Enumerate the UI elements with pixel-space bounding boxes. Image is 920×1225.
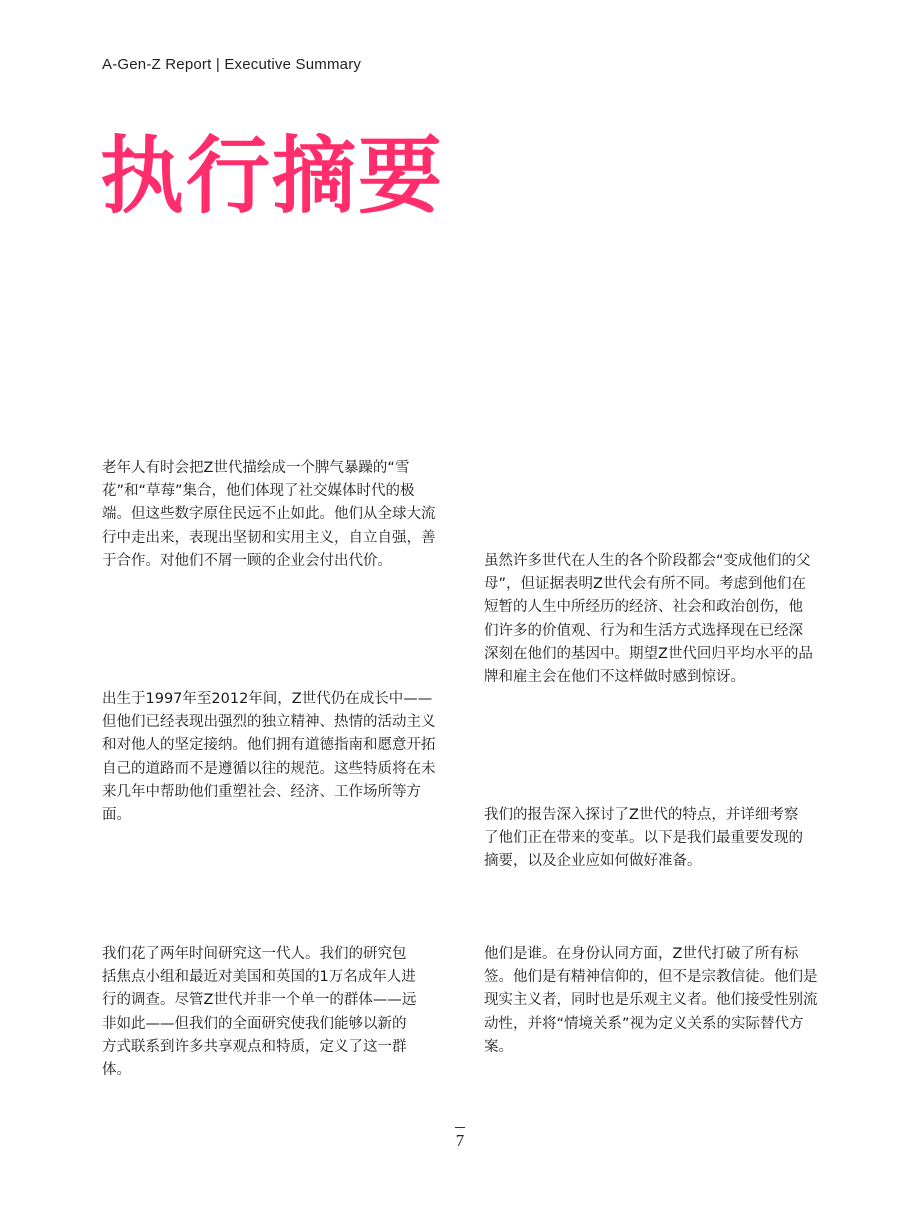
page-number: 7 [455,1131,465,1150]
paragraph-who-they-are: 他们是谁。在身份认同方面，Z世代打破了所有标签。他们是有精神信仰的，但不是宗教信徒。他们是现实主义者，同时也是乐观主义者。他们接受性别流动性，并将“情境关系”视为定义关系的实际替代方案。 [484,946,818,1055]
report-header: A-Gen-Z Report | Executive Summary [102,56,362,73]
page-title: 执行摘要 [100,127,445,225]
paragraph-research: 我们花了两年时间研究这一代人。我们的研究包括焦点小组和最近对美国和英国的1万名成年人进行的调查。尽管Z世代并非一个单一的群体——远非如此——但我们的全面研究使我们能够以新的方式联系到许多共享观点和特质，定义了这一群体。 [102,946,417,1079]
paragraph-intro: 老年人有时会把Z世代描绘成一个脾气暴躁的“雪花”和“草莓”集合，他们体现了社交媒体时代的极端。但这些数字原住民远不止如此。他们从全球大流行中走出来，表现出坚韧和实用主义，自立自强，善于合作。对他们不屑一顾的企业会付出代价。 [102,460,436,569]
paragraph-generations: 虽然许多世代在人生的各个阶段都会“变成他们的父母”，但证据表明Z世代会有所不同。考虑到他们在短暂的人生中所经历的经济、社会和政治创伤，他们许多的价值观、行为和生活方式选择现在已经深深刻在他们的基因中。期望Z世代回归平均水平的品牌和雇主会在他们不这样做时感到惊讶。 [484,553,813,686]
paragraph-report-overview: 我们的报告深入探讨了Z世代的特点，并详细考察了他们正在带来的变革。以下是我们最重要发现的摘要，以及企业应如何做好准备。 [484,807,803,870]
page-number-rule [455,1127,465,1128]
paragraph-birth-years: 出生于1997年至2012年间，Z世代仍在成长中——但他们已经表现出强烈的独立精神、热情的活动主义和对他人的坚定接纳。他们拥有道德指南和愿意开拓自己的道路而不是遵循以往的规范。这些特质将在未来几年中帮助他们重塑社会、经济、工作场所等方面。 [102,691,436,824]
